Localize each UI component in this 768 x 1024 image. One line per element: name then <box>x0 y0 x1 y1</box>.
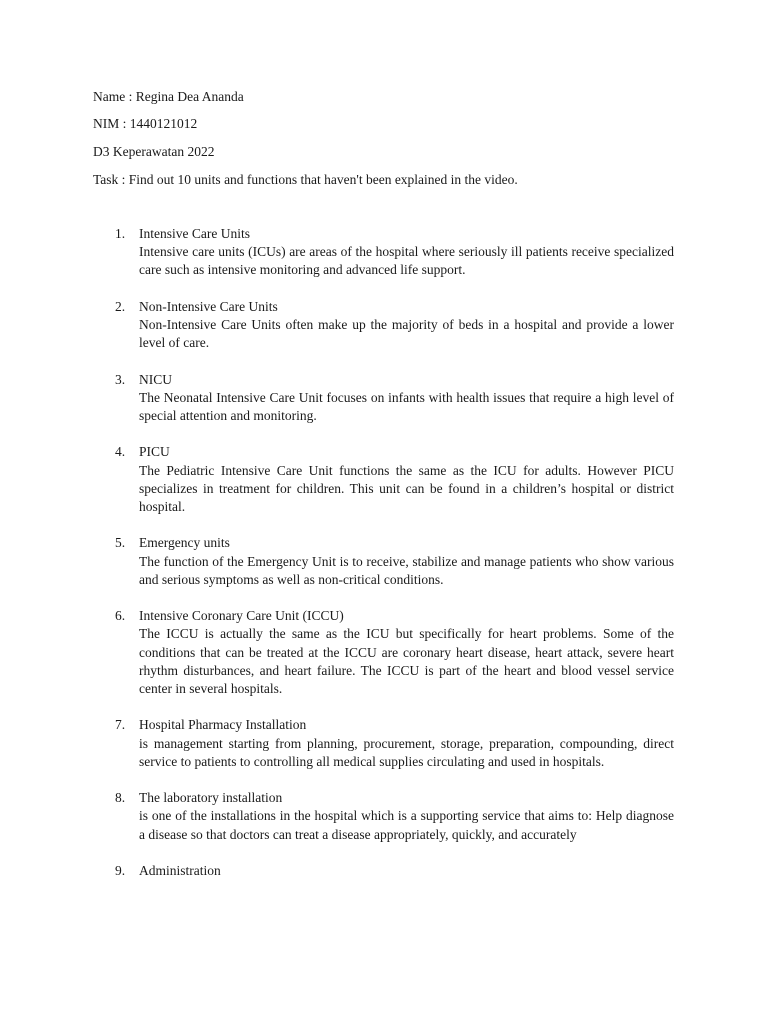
item-description: is one of the installations in the hospital which is a supporting service that aims to: Help diagnose a disease so that doctors can treat a disease appropriately, quickly, and accurately <box>139 808 674 842</box>
item-description: Intensive care units (ICUs) are areas of the hospital where seriously ill patients receive specialized care such as intensive monitoring and advanced life support. <box>139 244 674 278</box>
item-number: 4. <box>115 444 126 460</box>
item-title: The laboratory installation <box>139 790 283 806</box>
item-description: The ICCU is actually the same as the ICU but specifically for heart problems. Some of the conditions that can be treated at the ICCU are coronary heart disease, heart attack, severe heart rhythm disturbances, and heart failure. The ICCU is part of the heart and blood vessel service center in several hospitals. <box>139 626 674 696</box>
student-name-line: Name : Regina Dea Ananda <box>93 89 244 104</box>
item-description: The Neonatal Intensive Care Unit focuses on infants with health issues that require a high level of special attention and monitoring. <box>139 389 674 423</box>
item-number: 6. <box>115 608 126 624</box>
task-line: Task : Find out 10 units and functions that haven't been explained in the video. <box>93 172 518 187</box>
item-number: 3. <box>115 371 126 387</box>
item-title: NICU <box>139 371 172 387</box>
list-item <box>93 607 674 698</box>
item-number: 7. <box>115 717 126 733</box>
item-number: 2. <box>115 298 126 314</box>
student-nim-line: NIM : 1440121012 <box>93 116 198 131</box>
item-title: Hospital Pharmacy Installation <box>139 717 307 733</box>
item-title: Intensive Care Units <box>139 226 250 241</box>
units-list <box>93 225 674 898</box>
list-item <box>93 298 674 353</box>
item-title: PICU <box>139 444 170 460</box>
item-description: The function of the Emergency Unit is to receive, stabilize and manage patients who show various and serious symptoms as well as non-critical conditions. <box>139 553 674 587</box>
item-title: Emergency units <box>139 535 230 551</box>
item-title: Non-Intensive Care Units <box>139 298 278 314</box>
item-description: Non-Intensive Care Units often make up the majority of beds in a hospital and provide a lower level of care. <box>139 317 674 351</box>
list-item <box>93 716 674 771</box>
list-item <box>93 225 674 280</box>
list-item <box>93 371 674 426</box>
item-description: The Pediatric Intensive Care Unit functions the same as the ICU for adults. However PICU specializes in treatment for children. This unit can be found in a children’s hospital or district hospital. <box>139 462 674 514</box>
item-title: Intensive Coronary Care Unit (ICCU) <box>139 608 344 624</box>
list-item <box>93 443 674 516</box>
list-item <box>93 789 674 844</box>
item-number: 8. <box>115 790 126 806</box>
study-program-line: D3 Keperawatan 2022 <box>93 144 215 159</box>
item-number: 1. <box>115 226 126 241</box>
list-item <box>93 862 674 880</box>
item-title: Administration <box>139 862 221 878</box>
item-number: 9. <box>115 862 126 878</box>
list-item <box>93 534 674 589</box>
item-description: is management starting from planning, procurement, storage, preparation, compounding, direct service to patients to controlling all medical supplies circulating and used in hospitals. <box>139 735 674 769</box>
item-number: 5. <box>115 535 126 551</box>
